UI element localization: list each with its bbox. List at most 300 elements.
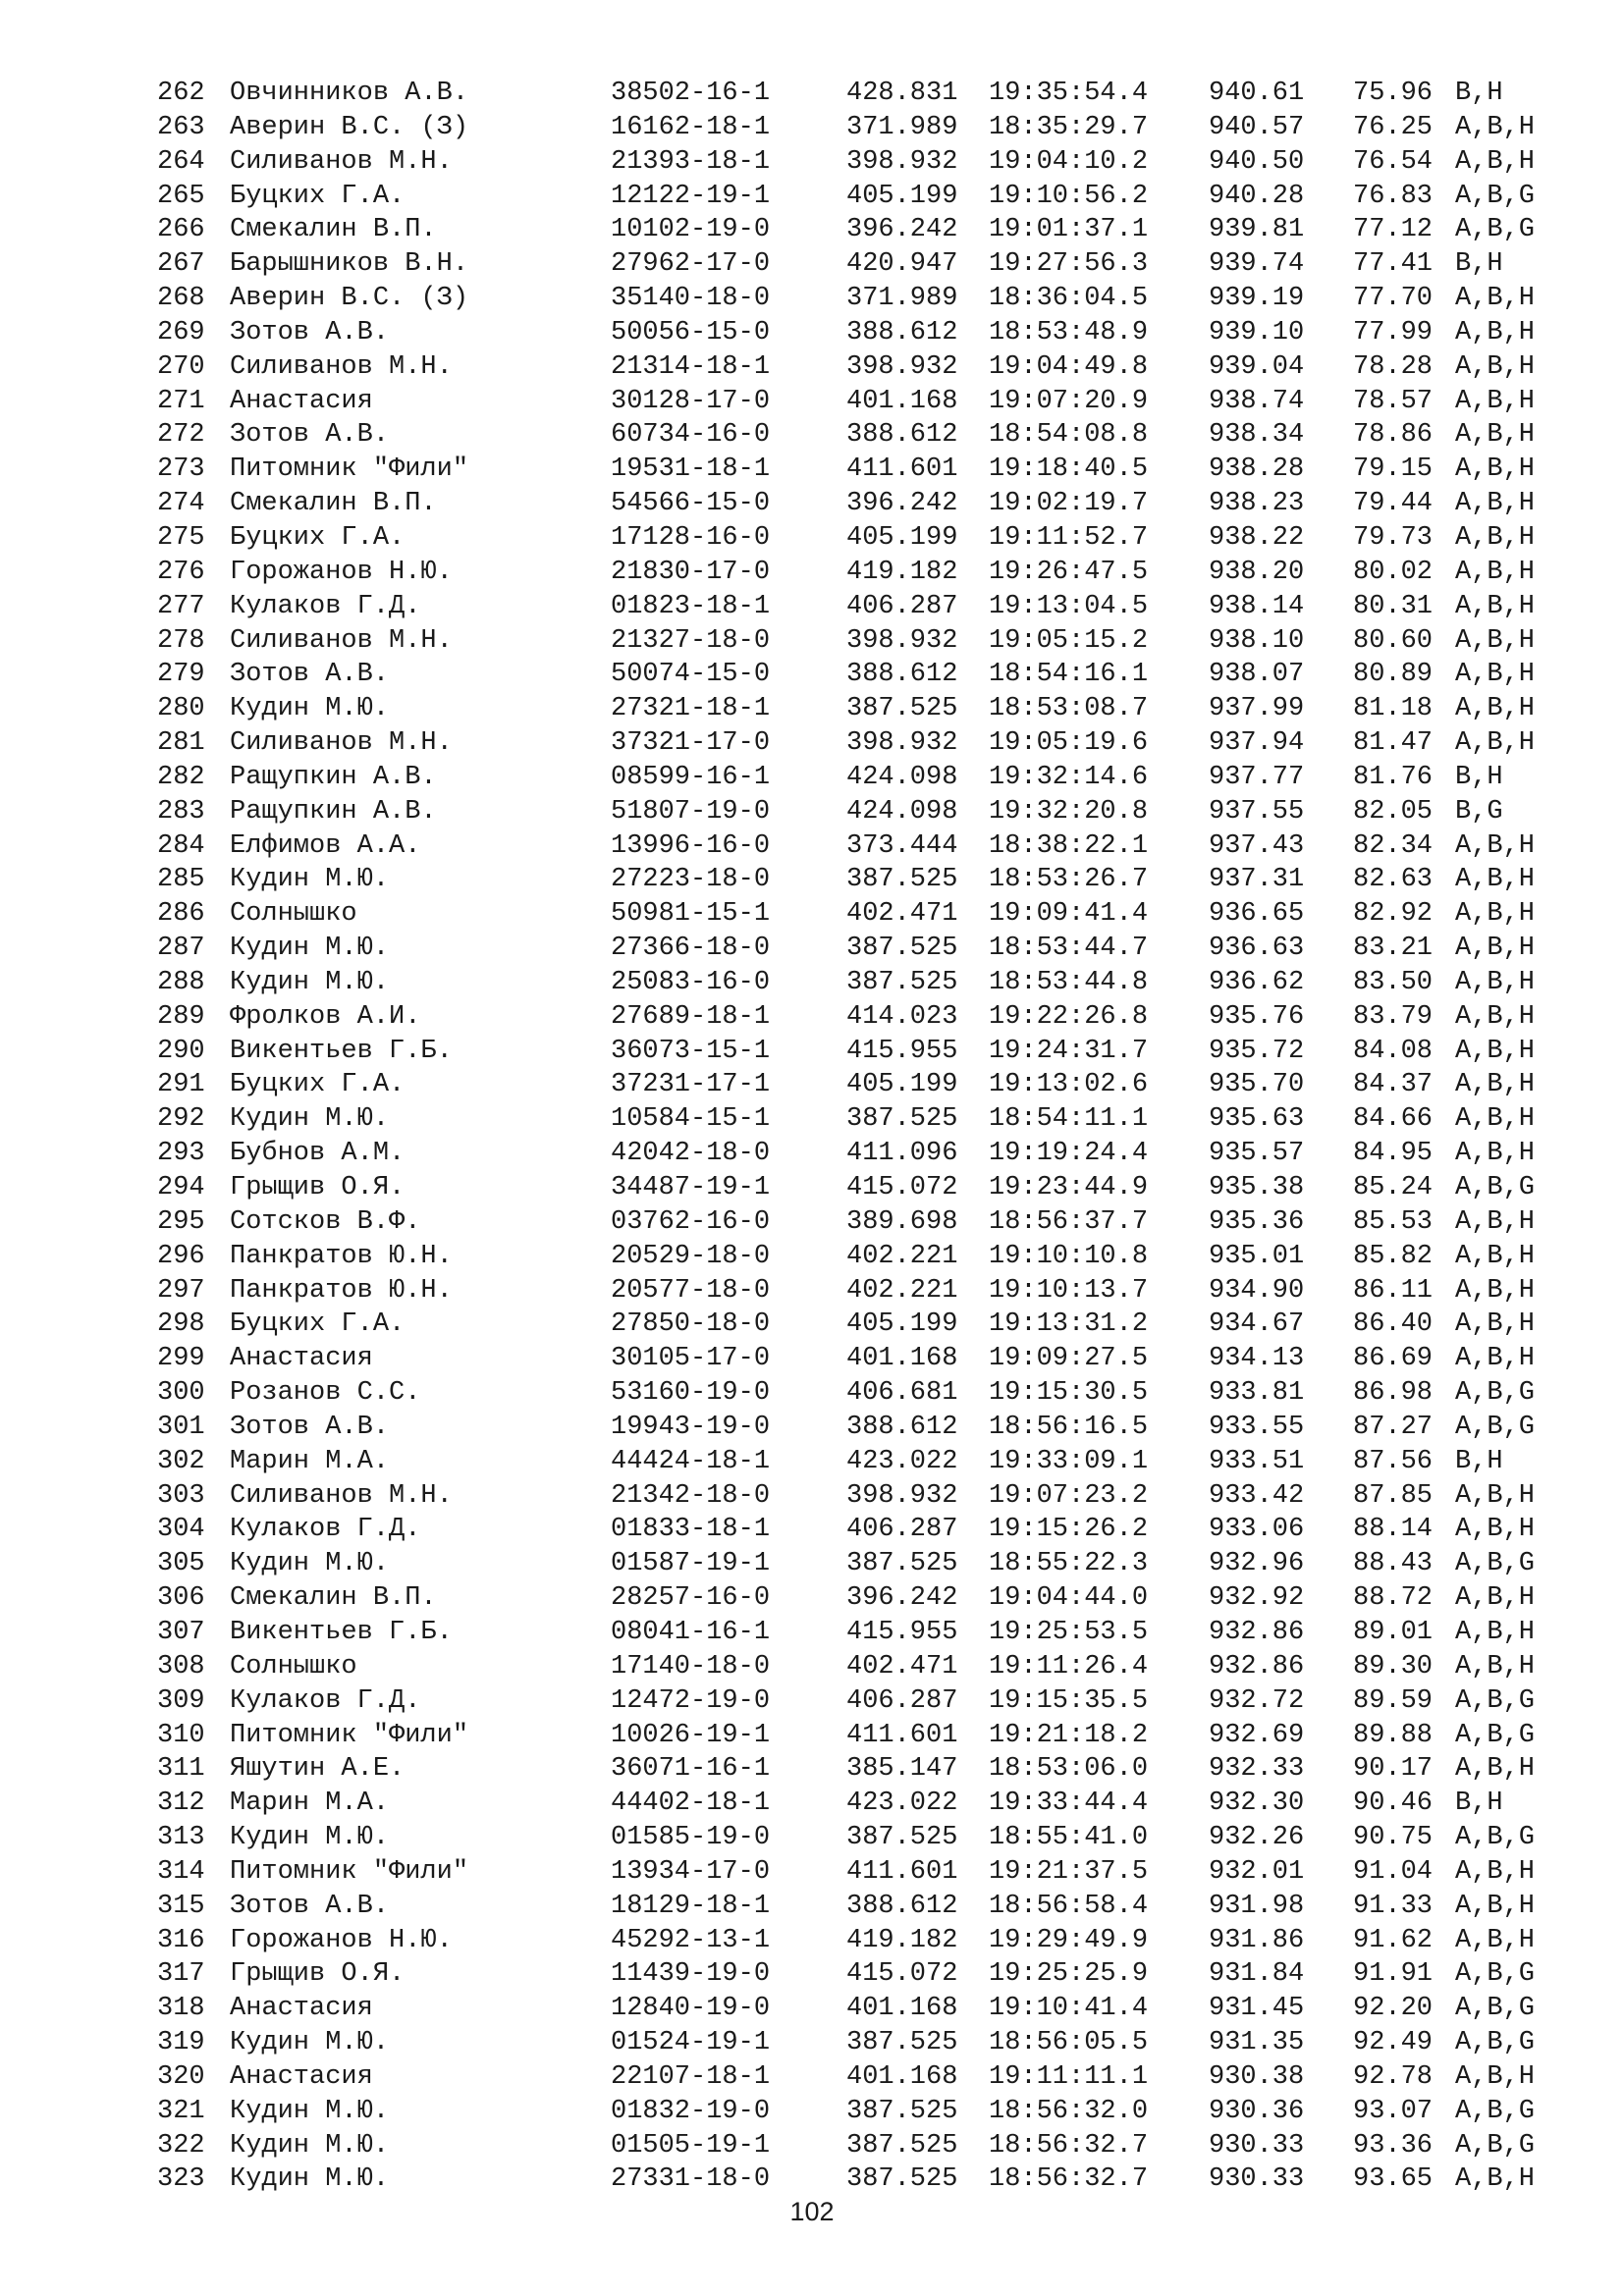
distance-cell: 411.601 bbox=[846, 454, 958, 485]
place-cell: 280 bbox=[157, 694, 205, 724]
fancier-name-cell: Сотсков В.Ф. bbox=[230, 1206, 421, 1237]
speed-cell: 939.04 bbox=[1209, 351, 1305, 382]
speed-cell: 932.69 bbox=[1209, 1720, 1305, 1750]
distance-cell: 401.168 bbox=[846, 1994, 958, 2024]
fancier-name-cell: Розанов С.С. bbox=[230, 1378, 421, 1409]
table-row bbox=[157, 1068, 1571, 1102]
place-cell: 322 bbox=[157, 2130, 205, 2161]
place-cell: 321 bbox=[157, 2096, 205, 2126]
table-row bbox=[157, 2095, 1571, 2129]
speed-cell: 938.07 bbox=[1209, 660, 1305, 690]
ring-number-cell: 12122-19-1 bbox=[611, 181, 771, 211]
speed-cell: 930.33 bbox=[1209, 2130, 1305, 2161]
table-row bbox=[157, 1479, 1571, 1514]
fancier-name-cell: Викентьев Г.Б. bbox=[230, 1617, 453, 1647]
table-row bbox=[157, 487, 1571, 521]
percent-cell: 92.78 bbox=[1353, 2061, 1434, 2092]
arrival-time-cell: 19:23:44.9 bbox=[989, 1173, 1149, 1202]
place-cell: 313 bbox=[157, 1823, 205, 1853]
distance-cell: 387.525 bbox=[846, 1549, 958, 1579]
flags-cell: A,B,G bbox=[1455, 1959, 1536, 1990]
distance-cell: 402.221 bbox=[846, 1241, 958, 1271]
distance-cell: 373.444 bbox=[846, 830, 958, 861]
flags-cell: A,B,G bbox=[1455, 1685, 1536, 1716]
place-cell: 266 bbox=[157, 215, 205, 245]
table-row bbox=[157, 1581, 1571, 1616]
table-row bbox=[157, 145, 1571, 180]
arrival-time-cell: 19:24:31.7 bbox=[989, 1036, 1149, 1066]
speed-cell: 939.81 bbox=[1209, 215, 1305, 245]
distance-cell: 398.932 bbox=[846, 1480, 958, 1511]
percent-cell: 78.57 bbox=[1353, 386, 1434, 416]
table-row bbox=[157, 829, 1571, 864]
percent-cell: 76.83 bbox=[1353, 181, 1434, 211]
speed-cell: 938.28 bbox=[1209, 454, 1305, 485]
arrival-time-cell: 18:56:37.7 bbox=[989, 1206, 1149, 1237]
arrival-time-cell: 19:04:49.8 bbox=[989, 351, 1149, 382]
ring-number-cell: 11439-19-0 bbox=[611, 1959, 771, 1990]
flags-cell: A,B,G bbox=[1455, 1412, 1536, 1442]
speed-cell: 933.81 bbox=[1209, 1378, 1305, 1409]
fancier-name-cell: Панкратов Ю.Н. bbox=[230, 1241, 453, 1271]
arrival-time-cell: 19:07:23.2 bbox=[989, 1480, 1149, 1511]
place-cell: 299 bbox=[157, 1344, 205, 1374]
place-cell: 292 bbox=[157, 1104, 205, 1135]
ring-number-cell: 21314-18-1 bbox=[611, 351, 771, 382]
ring-number-cell: 36073-15-1 bbox=[611, 1036, 771, 1066]
arrival-time-cell: 18:53:44.7 bbox=[989, 934, 1149, 964]
distance-cell: 411.601 bbox=[846, 1856, 958, 1887]
flags-cell: A,B,G bbox=[1455, 181, 1536, 211]
flags-cell: A,B,H bbox=[1455, 1070, 1536, 1100]
distance-cell: 402.471 bbox=[846, 1651, 958, 1682]
distance-cell: 405.199 bbox=[846, 1070, 958, 1100]
flags-cell: A,B,H bbox=[1455, 830, 1536, 861]
percent-cell: 93.36 bbox=[1353, 2130, 1434, 2161]
arrival-time-cell: 19:11:52.7 bbox=[989, 522, 1149, 553]
percent-cell: 84.66 bbox=[1353, 1104, 1434, 1135]
flags-cell: A,B,G bbox=[1455, 1549, 1536, 1579]
fancier-name-cell: Кудин М.Ю. bbox=[230, 694, 390, 724]
table-row bbox=[157, 1376, 1571, 1411]
percent-cell: 75.96 bbox=[1353, 79, 1434, 108]
ring-number-cell: 50981-15-1 bbox=[611, 899, 771, 930]
flags-cell: B,H bbox=[1455, 1446, 1503, 1476]
flags-cell: B,G bbox=[1455, 796, 1503, 827]
distance-cell: 387.525 bbox=[846, 2130, 958, 2161]
ring-number-cell: 21327-18-0 bbox=[611, 625, 771, 656]
distance-cell: 388.612 bbox=[846, 660, 958, 690]
arrival-time-cell: 19:11:11.1 bbox=[989, 2061, 1149, 2092]
percent-cell: 91.33 bbox=[1353, 1891, 1434, 1921]
ring-number-cell: 10102-19-0 bbox=[611, 215, 771, 245]
fancier-name-cell: Кудин М.Ю. bbox=[230, 865, 390, 895]
table-row bbox=[157, 521, 1571, 556]
ring-number-cell: 37231-17-1 bbox=[611, 1070, 771, 1100]
percent-cell: 86.11 bbox=[1353, 1275, 1434, 1306]
distance-cell: 396.242 bbox=[846, 215, 958, 245]
distance-cell: 398.932 bbox=[846, 625, 958, 656]
table-row bbox=[157, 180, 1571, 214]
ring-number-cell: 18129-18-1 bbox=[611, 1891, 771, 1921]
fancier-name-cell: Смекалин В.П. bbox=[230, 1583, 437, 1614]
ring-number-cell: 01585-19-0 bbox=[611, 1823, 771, 1853]
speed-cell: 931.86 bbox=[1209, 1925, 1305, 1955]
table-row bbox=[157, 726, 1571, 761]
arrival-time-cell: 18:54:08.8 bbox=[989, 420, 1149, 451]
ring-number-cell: 38502-16-1 bbox=[611, 79, 771, 108]
ring-number-cell: 54566-15-0 bbox=[611, 489, 771, 519]
fancier-name-cell: Анастасия bbox=[230, 386, 373, 416]
place-cell: 312 bbox=[157, 1789, 205, 1819]
distance-cell: 387.525 bbox=[846, 2096, 958, 2126]
results-table bbox=[157, 77, 1571, 2197]
table-row bbox=[157, 111, 1571, 145]
ring-number-cell: 13934-17-0 bbox=[611, 1856, 771, 1887]
place-cell: 273 bbox=[157, 454, 205, 485]
speed-cell: 939.74 bbox=[1209, 249, 1305, 280]
flags-cell: A,B,H bbox=[1455, 1480, 1536, 1511]
place-cell: 303 bbox=[157, 1480, 205, 1511]
arrival-time-cell: 18:53:44.8 bbox=[989, 967, 1149, 997]
arrival-time-cell: 19:26:47.5 bbox=[989, 557, 1149, 587]
place-cell: 284 bbox=[157, 830, 205, 861]
arrival-time-cell: 18:35:29.7 bbox=[989, 112, 1149, 142]
speed-cell: 935.70 bbox=[1209, 1070, 1305, 1100]
percent-cell: 82.05 bbox=[1353, 796, 1434, 827]
percent-cell: 89.01 bbox=[1353, 1617, 1434, 1647]
arrival-time-cell: 19:10:13.7 bbox=[989, 1275, 1149, 1306]
arrival-time-cell: 19:22:26.8 bbox=[989, 1001, 1149, 1032]
ring-number-cell: 17140-18-0 bbox=[611, 1651, 771, 1682]
place-cell: 277 bbox=[157, 591, 205, 621]
ring-number-cell: 36071-16-1 bbox=[611, 1754, 771, 1785]
flags-cell: A,B,H bbox=[1455, 1344, 1536, 1374]
ring-number-cell: 27321-18-1 bbox=[611, 694, 771, 724]
flags-cell: A,B,H bbox=[1455, 625, 1536, 656]
ring-number-cell: 01823-18-1 bbox=[611, 591, 771, 621]
percent-cell: 77.70 bbox=[1353, 284, 1434, 314]
fancier-name-cell: Зотов А.В. bbox=[230, 1891, 390, 1921]
speed-cell: 931.98 bbox=[1209, 1891, 1305, 1921]
table-row bbox=[157, 692, 1571, 726]
percent-cell: 85.82 bbox=[1353, 1241, 1434, 1271]
flags-cell: A,B,H bbox=[1455, 1275, 1536, 1306]
distance-cell: 396.242 bbox=[846, 1583, 958, 1614]
arrival-time-cell: 18:56:32.7 bbox=[989, 2130, 1149, 2161]
speed-cell: 931.35 bbox=[1209, 2028, 1305, 2058]
percent-cell: 88.43 bbox=[1353, 1549, 1434, 1579]
table-row bbox=[157, 1855, 1571, 1890]
percent-cell: 91.62 bbox=[1353, 1925, 1434, 1955]
distance-cell: 414.023 bbox=[846, 1001, 958, 1032]
distance-cell: 388.612 bbox=[846, 420, 958, 451]
speed-cell: 930.38 bbox=[1209, 2061, 1305, 2092]
speed-cell: 933.51 bbox=[1209, 1446, 1305, 1476]
table-row bbox=[157, 1992, 1571, 2026]
fancier-name-cell: Марин М.А. bbox=[230, 1446, 390, 1476]
place-cell: 291 bbox=[157, 1070, 205, 1100]
distance-cell: 415.072 bbox=[846, 1173, 958, 1202]
arrival-time-cell: 19:33:09.1 bbox=[989, 1446, 1149, 1476]
table-row bbox=[157, 1752, 1571, 1787]
arrival-time-cell: 18:56:58.4 bbox=[989, 1891, 1149, 1921]
speed-cell: 940.61 bbox=[1209, 79, 1305, 108]
fancier-name-cell: Марин М.А. bbox=[230, 1789, 390, 1819]
flags-cell: A,B,H bbox=[1455, 146, 1536, 177]
arrival-time-cell: 19:13:04.5 bbox=[989, 591, 1149, 621]
table-row bbox=[157, 1137, 1571, 1171]
distance-cell: 424.098 bbox=[846, 762, 958, 792]
ring-number-cell: 01524-19-1 bbox=[611, 2028, 771, 2058]
arrival-time-cell: 19:27:56.3 bbox=[989, 249, 1149, 280]
percent-cell: 86.40 bbox=[1353, 1309, 1434, 1340]
percent-cell: 89.59 bbox=[1353, 1685, 1434, 1716]
speed-cell: 938.22 bbox=[1209, 522, 1305, 553]
table-row bbox=[157, 1684, 1571, 1719]
percent-cell: 79.15 bbox=[1353, 454, 1434, 485]
distance-cell: 411.601 bbox=[846, 1720, 958, 1750]
percent-cell: 77.99 bbox=[1353, 317, 1434, 347]
flags-cell: A,B,H bbox=[1455, 1036, 1536, 1066]
arrival-time-cell: 18:53:06.0 bbox=[989, 1754, 1149, 1785]
table-row bbox=[157, 556, 1571, 590]
fancier-name-cell: Кудин М.Ю. bbox=[230, 1104, 390, 1135]
fancier-name-cell: Аверин В.С. (З) bbox=[230, 284, 469, 314]
speed-cell: 931.45 bbox=[1209, 1994, 1305, 2024]
arrival-time-cell: 18:53:08.7 bbox=[989, 694, 1149, 724]
distance-cell: 419.182 bbox=[846, 1925, 958, 1955]
flags-cell: A,B,H bbox=[1455, 1891, 1536, 1921]
place-cell: 314 bbox=[157, 1856, 205, 1887]
fancier-name-cell: Питомник "Фили" bbox=[230, 454, 469, 485]
distance-cell: 398.932 bbox=[846, 146, 958, 177]
fancier-name-cell: Силиванов М.Н. bbox=[230, 1480, 453, 1511]
fancier-name-cell: Буцких Г.А. bbox=[230, 522, 406, 553]
percent-cell: 79.44 bbox=[1353, 489, 1434, 519]
speed-cell: 936.65 bbox=[1209, 899, 1305, 930]
speed-cell: 937.94 bbox=[1209, 728, 1305, 759]
flags-cell: A,B,H bbox=[1455, 420, 1536, 451]
fancier-name-cell: Кулаков Г.Д. bbox=[230, 1515, 421, 1545]
place-cell: 262 bbox=[157, 79, 205, 108]
percent-cell: 91.91 bbox=[1353, 1959, 1434, 1990]
table-row bbox=[157, 863, 1571, 897]
flags-cell: A,B,H bbox=[1455, 317, 1536, 347]
speed-cell: 932.72 bbox=[1209, 1685, 1305, 1716]
speed-cell: 937.31 bbox=[1209, 865, 1305, 895]
place-cell: 311 bbox=[157, 1754, 205, 1785]
ring-number-cell: 28257-16-0 bbox=[611, 1583, 771, 1614]
speed-cell: 937.99 bbox=[1209, 694, 1305, 724]
place-cell: 296 bbox=[157, 1241, 205, 1271]
percent-cell: 80.02 bbox=[1353, 557, 1434, 587]
flags-cell: A,B,H bbox=[1455, 1925, 1536, 1955]
speed-cell: 931.84 bbox=[1209, 1959, 1305, 1990]
percent-cell: 92.20 bbox=[1353, 1994, 1434, 2024]
fancier-name-cell: Грыщив О.Я. bbox=[230, 1959, 406, 1990]
speed-cell: 938.23 bbox=[1209, 489, 1305, 519]
arrival-time-cell: 18:38:22.1 bbox=[989, 830, 1149, 861]
table-row bbox=[157, 1035, 1571, 1069]
flags-cell: A,B,G bbox=[1455, 1823, 1536, 1853]
distance-cell: 419.182 bbox=[846, 557, 958, 587]
speed-cell: 935.76 bbox=[1209, 1001, 1305, 1032]
distance-cell: 406.681 bbox=[846, 1378, 958, 1409]
fancier-name-cell: Питомник "Фили" bbox=[230, 1720, 469, 1750]
distance-cell: 388.612 bbox=[846, 317, 958, 347]
percent-cell: 92.49 bbox=[1353, 2028, 1434, 2058]
ring-number-cell: 12472-19-0 bbox=[611, 1685, 771, 1716]
ring-number-cell: 27962-17-0 bbox=[611, 249, 771, 280]
flags-cell: A,B,H bbox=[1455, 1001, 1536, 1032]
speed-cell: 936.63 bbox=[1209, 934, 1305, 964]
flags-cell: A,B,G bbox=[1455, 2130, 1536, 2161]
flags-cell: A,B,H bbox=[1455, 112, 1536, 142]
place-cell: 295 bbox=[157, 1206, 205, 1237]
speed-cell: 934.67 bbox=[1209, 1309, 1305, 1340]
flags-cell: A,B,H bbox=[1455, 489, 1536, 519]
percent-cell: 81.47 bbox=[1353, 728, 1434, 759]
flags-cell: A,B,H bbox=[1455, 1515, 1536, 1545]
percent-cell: 90.17 bbox=[1353, 1754, 1434, 1785]
fancier-name-cell: Силиванов М.Н. bbox=[230, 625, 453, 656]
flags-cell: A,B,H bbox=[1455, 2061, 1536, 2092]
ring-number-cell: 19943-19-0 bbox=[611, 1412, 771, 1442]
fancier-name-cell: Буцких Г.А. bbox=[230, 1070, 406, 1100]
fancier-name-cell: Силиванов М.Н. bbox=[230, 351, 453, 382]
table-row bbox=[157, 795, 1571, 829]
ring-number-cell: 60734-16-0 bbox=[611, 420, 771, 451]
place-cell: 274 bbox=[157, 489, 205, 519]
ring-number-cell: 27689-18-1 bbox=[611, 1001, 771, 1032]
fancier-name-cell: Питомник "Фили" bbox=[230, 1856, 469, 1887]
percent-cell: 88.72 bbox=[1353, 1583, 1434, 1614]
percent-cell: 86.69 bbox=[1353, 1344, 1434, 1374]
ring-number-cell: 27366-18-0 bbox=[611, 934, 771, 964]
flags-cell: A,B,G bbox=[1455, 1994, 1536, 2024]
table-row bbox=[157, 350, 1571, 385]
table-row bbox=[157, 213, 1571, 247]
distance-cell: 387.525 bbox=[846, 2028, 958, 2058]
distance-cell: 388.612 bbox=[846, 1412, 958, 1442]
table-row bbox=[157, 1308, 1571, 1342]
speed-cell: 940.50 bbox=[1209, 146, 1305, 177]
table-row bbox=[157, 2163, 1571, 2197]
ring-number-cell: 50074-15-0 bbox=[611, 660, 771, 690]
fancier-name-cell: Кулаков Г.Д. bbox=[230, 591, 421, 621]
ring-number-cell: 22107-18-1 bbox=[611, 2061, 771, 2092]
arrival-time-cell: 19:35:54.4 bbox=[989, 79, 1149, 108]
table-row bbox=[157, 418, 1571, 453]
arrival-time-cell: 19:15:35.5 bbox=[989, 1685, 1149, 1716]
flags-cell: B,H bbox=[1455, 249, 1503, 280]
arrival-time-cell: 18:55:22.3 bbox=[989, 1549, 1149, 1579]
ring-number-cell: 17128-16-0 bbox=[611, 522, 771, 553]
ring-number-cell: 08599-16-1 bbox=[611, 762, 771, 792]
place-cell: 283 bbox=[157, 796, 205, 827]
distance-cell: 405.199 bbox=[846, 522, 958, 553]
fancier-name-cell: Кудин М.Ю. bbox=[230, 2164, 390, 2195]
place-cell: 298 bbox=[157, 1309, 205, 1340]
distance-cell: 405.199 bbox=[846, 1309, 958, 1340]
arrival-time-cell: 19:32:14.6 bbox=[989, 762, 1149, 792]
table-row bbox=[157, 1102, 1571, 1137]
percent-cell: 88.14 bbox=[1353, 1515, 1434, 1545]
ring-number-cell: 25083-16-0 bbox=[611, 967, 771, 997]
ring-number-cell: 51807-19-0 bbox=[611, 796, 771, 827]
place-cell: 315 bbox=[157, 1891, 205, 1921]
speed-cell: 930.33 bbox=[1209, 2164, 1305, 2195]
speed-cell: 932.86 bbox=[1209, 1651, 1305, 1682]
ring-number-cell: 03762-16-0 bbox=[611, 1206, 771, 1237]
arrival-time-cell: 19:05:15.2 bbox=[989, 625, 1149, 656]
arrival-time-cell: 18:56:32.7 bbox=[989, 2164, 1149, 2195]
arrival-time-cell: 18:54:11.1 bbox=[989, 1104, 1149, 1135]
speed-cell: 935.57 bbox=[1209, 1139, 1305, 1169]
table-row bbox=[157, 385, 1571, 419]
arrival-time-cell: 19:21:37.5 bbox=[989, 1856, 1149, 1887]
speed-cell: 936.62 bbox=[1209, 967, 1305, 997]
arrival-time-cell: 19:04:44.0 bbox=[989, 1583, 1149, 1614]
speed-cell: 932.26 bbox=[1209, 1823, 1305, 1853]
percent-cell: 81.76 bbox=[1353, 762, 1434, 792]
place-cell: 278 bbox=[157, 625, 205, 656]
percent-cell: 89.30 bbox=[1353, 1651, 1434, 1682]
distance-cell: 428.831 bbox=[846, 79, 958, 108]
percent-cell: 79.73 bbox=[1353, 522, 1434, 553]
place-cell: 289 bbox=[157, 1001, 205, 1032]
fancier-name-cell: Силиванов М.Н. bbox=[230, 146, 453, 177]
speed-cell: 937.55 bbox=[1209, 796, 1305, 827]
arrival-time-cell: 19:15:26.2 bbox=[989, 1515, 1149, 1545]
arrival-time-cell: 18:56:32.0 bbox=[989, 2096, 1149, 2126]
speed-cell: 935.36 bbox=[1209, 1206, 1305, 1237]
ring-number-cell: 44402-18-1 bbox=[611, 1789, 771, 1819]
distance-cell: 387.525 bbox=[846, 967, 958, 997]
ring-number-cell: 01832-19-0 bbox=[611, 2096, 771, 2126]
arrival-time-cell: 19:25:25.9 bbox=[989, 1959, 1149, 1990]
distance-cell: 420.947 bbox=[846, 249, 958, 280]
table-row bbox=[157, 624, 1571, 659]
speed-cell: 938.34 bbox=[1209, 420, 1305, 451]
ring-number-cell: 34487-19-1 bbox=[611, 1173, 771, 1202]
speed-cell: 937.43 bbox=[1209, 830, 1305, 861]
arrival-time-cell: 19:21:18.2 bbox=[989, 1720, 1149, 1750]
speed-cell: 932.96 bbox=[1209, 1549, 1305, 1579]
distance-cell: 424.098 bbox=[846, 796, 958, 827]
ring-number-cell: 10584-15-1 bbox=[611, 1104, 771, 1135]
table-row bbox=[157, 1171, 1571, 1205]
flags-cell: A,B,H bbox=[1455, 1754, 1536, 1785]
speed-cell: 938.74 bbox=[1209, 386, 1305, 416]
ring-number-cell: 10026-19-1 bbox=[611, 1720, 771, 1750]
place-cell: 309 bbox=[157, 1685, 205, 1716]
table-row bbox=[157, 1205, 1571, 1240]
fancier-name-cell: Кудин М.Ю. bbox=[230, 967, 390, 997]
fancier-name-cell: Бубнов А.М. bbox=[230, 1139, 406, 1169]
speed-cell: 932.92 bbox=[1209, 1583, 1305, 1614]
distance-cell: 423.022 bbox=[846, 1789, 958, 1819]
distance-cell: 387.525 bbox=[846, 2164, 958, 2195]
distance-cell: 385.147 bbox=[846, 1754, 958, 1785]
table-row bbox=[157, 2026, 1571, 2060]
arrival-time-cell: 19:01:37.1 bbox=[989, 215, 1149, 245]
flags-cell: A,B,H bbox=[1455, 2164, 1536, 2195]
arrival-time-cell: 18:56:05.5 bbox=[989, 2028, 1149, 2058]
arrival-time-cell: 19:19:24.4 bbox=[989, 1139, 1149, 1169]
place-cell: 294 bbox=[157, 1173, 205, 1202]
